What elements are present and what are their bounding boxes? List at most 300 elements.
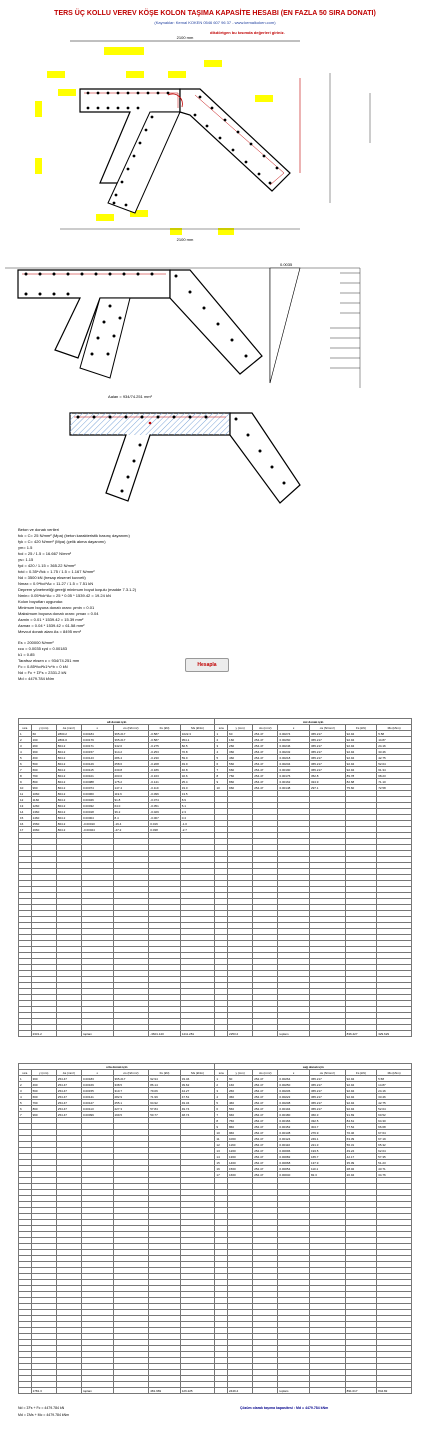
table-cell[interactable]: -0.096 (149, 791, 181, 797)
table-cell[interactable]: -0.208 (149, 761, 181, 767)
table-cell[interactable]: 6 (19, 1106, 32, 1112)
table-cell[interactable]: 254.47 (253, 1136, 278, 1142)
table-cell[interactable]: 92.94 (345, 767, 377, 773)
table-cell[interactable]: 860 (31, 779, 56, 785)
table-cell[interactable]: 64.30 (377, 1118, 412, 1124)
table-cell[interactable]: 660 (31, 767, 56, 773)
table-cell[interactable]: 35.09 (345, 1160, 377, 1166)
table-cell[interactable]: 360.3 (309, 1112, 345, 1118)
table-cell[interactable]: 1160 (31, 797, 56, 803)
table-cell[interactable]: 60 (228, 731, 253, 737)
table-cell[interactable]: 254.47 (253, 749, 278, 755)
table-cell[interactable]: 960 (228, 1130, 253, 1136)
table-cell[interactable]: -0.587 (149, 731, 181, 737)
table-cell[interactable]: 8 (19, 773, 32, 779)
table-cell[interactable]: 17 (215, 1172, 228, 1178)
table-cell[interactable]: 165.7 (309, 1154, 345, 1160)
table-cell[interactable]: 92.94 (345, 1082, 377, 1088)
table-cell[interactable]: 0.00264 (278, 1076, 310, 1082)
table-cell[interactable]: 75.60 (345, 785, 377, 791)
table-cell[interactable]: 1160 (228, 1142, 253, 1148)
table-cell[interactable]: 5 (19, 1100, 32, 1106)
table-cell[interactable]: 804.2 (56, 803, 81, 809)
table-cell[interactable]: 10 (215, 785, 228, 791)
table-cell[interactable]: 0.00274 (278, 731, 310, 737)
table-cell[interactable]: 47.51 (180, 1094, 215, 1100)
table-cell[interactable]: 5 (215, 755, 228, 761)
table-cell[interactable]: 82.5 (180, 743, 215, 749)
table-cell[interactable]: 254.47 (253, 743, 278, 749)
table-cell[interactable]: 8.9 (180, 797, 215, 803)
table-cell[interactable]: 33.46 (377, 1094, 412, 1100)
table-cell[interactable]: 49.74 (180, 1106, 215, 1112)
table-cell[interactable]: 3 (19, 1088, 32, 1094)
table-cell[interactable]: 254.47 (253, 1082, 278, 1088)
table-cell[interactable]: 254.47 (253, 1088, 278, 1094)
table-cell[interactable]: 137.9 (309, 1160, 345, 1166)
table-cell[interactable]: 0.00176 (278, 773, 310, 779)
table-cell[interactable]: 804.2 (56, 755, 81, 761)
table-cell[interactable]: 1060 (31, 791, 56, 797)
table-cell[interactable]: 91.8 (113, 797, 149, 803)
table-cell[interactable]: 304.7 (309, 1124, 345, 1130)
table-cell[interactable]: 4 (215, 1094, 228, 1100)
table-cell[interactable]: 2 (19, 1082, 32, 1088)
table-cell[interactable]: 57.84 (149, 1106, 181, 1112)
table-cell[interactable]: 16 (19, 821, 32, 827)
table-cell[interactable]: 49.9 (180, 761, 215, 767)
table-cell[interactable]: 460 (228, 755, 253, 761)
table-cell[interactable]: 9 (215, 779, 228, 785)
table-cell[interactable]: 160 (31, 737, 56, 743)
table-cell[interactable]: 365.217 (113, 737, 149, 743)
table-cell[interactable]: 254.47 (253, 755, 278, 761)
table-cell[interactable]: 254.47 (56, 1100, 81, 1106)
table-cell[interactable]: -0.007 (149, 815, 181, 821)
table-cell[interactable]: 6 (19, 761, 32, 767)
table-cell[interactable]: 254.47 (253, 1124, 278, 1130)
table-cell[interactable]: 0.00018 (82, 809, 114, 815)
table-cell[interactable]: 4 (19, 1094, 32, 1100)
table-cell[interactable]: 43.71 (377, 1166, 412, 1172)
table-cell[interactable]: 7 (215, 1112, 228, 1118)
table-cell[interactable]: 0.00004 (82, 815, 114, 821)
table-cell[interactable]: 25.4 (180, 779, 215, 785)
table-cell[interactable]: 92.94 (345, 737, 377, 743)
table-cell[interactable]: 365.217 (309, 755, 345, 761)
table-cell[interactable]: 365.217 (309, 767, 345, 773)
table-cell[interactable]: 342.0 (113, 743, 149, 749)
table-cell[interactable]: 52.04 (377, 1106, 412, 1112)
table-cell[interactable]: 89.78 (345, 773, 377, 779)
table-cell[interactable]: -2.7 (180, 827, 215, 833)
table-cell[interactable]: 804.2 (56, 815, 81, 821)
table-cell[interactable]: 68.23 (377, 773, 412, 779)
table-cell[interactable]: 33.46 (377, 749, 412, 755)
table-cell[interactable]: 1 (215, 1076, 228, 1082)
table-cell[interactable]: 0.00148 (278, 785, 310, 791)
table-cell[interactable]: 2 (19, 737, 32, 743)
table-cell[interactable]: 12 (215, 1142, 228, 1148)
table-cell[interactable]: 0.00184 (82, 731, 114, 737)
table-cell[interactable]: 1 (215, 731, 228, 737)
table-cell[interactable]: 254.47 (56, 1082, 81, 1088)
table-cell[interactable]: 44.27 (180, 1088, 215, 1094)
table-cell[interactable]: 0.00127 (82, 1100, 114, 1106)
table-cell[interactable]: 13 (215, 1148, 228, 1154)
table-cell[interactable]: 0.00169 (82, 1082, 114, 1088)
table-cell[interactable]: 2804.0 (56, 737, 81, 743)
table-cell[interactable]: 1560 (31, 821, 56, 827)
table-cell[interactable]: 1022.3 (180, 731, 215, 737)
table-cell[interactable]: 92.94 (345, 755, 377, 761)
table-cell[interactable]: 11 (215, 1136, 228, 1142)
table-cell[interactable]: 82.3 (309, 1172, 345, 1178)
table-cell[interactable]: 92.94 (345, 1100, 377, 1106)
table-cell[interactable]: 1260 (31, 803, 56, 809)
table-cell[interactable]: 254.47 (253, 1142, 278, 1148)
table-cell[interactable]: 42.75 (377, 1100, 412, 1106)
table-cell[interactable]: 460 (228, 1100, 253, 1106)
table-cell[interactable]: 960 (228, 785, 253, 791)
table-cell[interactable]: 560 (31, 1088, 56, 1094)
table-cell[interactable]: 258.6 (113, 761, 149, 767)
calculate-button[interactable]: Hesapla (185, 658, 229, 672)
table-cell[interactable]: 254.47 (253, 1100, 278, 1106)
table-cell[interactable]: 82.68 (345, 779, 377, 785)
table-cell[interactable]: 119.6 (113, 791, 149, 797)
table-cell[interactable]: 365.217 (309, 1094, 345, 1100)
table-cell[interactable]: 254.47 (253, 1076, 278, 1082)
table-cell[interactable]: 24.16 (377, 1088, 412, 1094)
table-cell[interactable]: -1.0 (180, 821, 215, 827)
table-cell[interactable]: 56.31 (345, 1142, 377, 1148)
table-cell[interactable]: 61.34 (377, 767, 412, 773)
table-cell[interactable]: 0.00162 (278, 779, 310, 785)
table-cell[interactable]: 560 (31, 761, 56, 767)
table-cell[interactable]: 0.00115 (82, 767, 114, 773)
table-cell[interactable]: 51.23 (377, 1160, 412, 1166)
table-cell[interactable]: 1260 (228, 1148, 253, 1154)
table-cell[interactable]: 0.00046 (82, 797, 114, 803)
table-cell[interactable]: 60.52 (377, 1112, 412, 1118)
table-cell[interactable]: 14 (19, 809, 32, 815)
table-cell[interactable]: 0.00236 (278, 1088, 310, 1094)
table-cell[interactable]: 282.9 (113, 1094, 149, 1100)
table-cell[interactable]: 49.34 (180, 1100, 215, 1106)
table-cell[interactable]: 0.00138 (278, 1130, 310, 1136)
table-cell[interactable]: 660 (228, 1112, 253, 1118)
table-cell[interactable]: 804.2 (56, 767, 81, 773)
table-cell[interactable]: 14 (215, 1154, 228, 1160)
table-cell[interactable]: 32.6 (180, 773, 215, 779)
table-cell[interactable]: 276.9 (309, 1130, 345, 1136)
table-cell[interactable]: 15 (215, 1160, 228, 1166)
table-cell[interactable]: 804.2 (56, 773, 81, 779)
table-cell[interactable]: 254.47 (253, 1112, 278, 1118)
table-cell[interactable]: 20.94 (345, 1172, 377, 1178)
table-cell[interactable]: 254.47 (253, 1094, 278, 1100)
table-cell[interactable]: 0.00129 (82, 761, 114, 767)
table-cell[interactable]: 63.39 (345, 1136, 377, 1142)
table-cell[interactable]: 70.46 (345, 1130, 377, 1136)
table-cell[interactable]: 1460 (228, 1160, 253, 1166)
table-cell[interactable]: 60 (31, 731, 56, 737)
table-cell[interactable]: 5 (215, 1100, 228, 1106)
table-cell[interactable]: 254.47 (253, 773, 278, 779)
table-cell[interactable]: 92.94 (345, 731, 377, 737)
table-cell[interactable]: 24.16 (377, 743, 412, 749)
table-cell[interactable]: 254.47 (56, 1112, 81, 1118)
table-cell[interactable]: 0.00110 (278, 1142, 310, 1148)
table-cell[interactable]: 297.1 (309, 785, 345, 791)
table-cell[interactable]: 254.47 (56, 1094, 81, 1100)
table-cell[interactable]: 70.8 (180, 749, 215, 755)
table-cell[interactable]: 17 (19, 827, 32, 833)
table-cell[interactable]: 0.00171 (82, 743, 114, 749)
table-cell[interactable]: -0.275 (149, 743, 181, 749)
table-cell[interactable]: 365.217 (309, 1082, 345, 1088)
table-cell[interactable]: 16 (215, 1166, 228, 1172)
table-cell[interactable]: 324.9 (309, 779, 345, 785)
table-cell[interactable]: 36.2 (113, 809, 149, 815)
table-cell[interactable]: 0.00194 (278, 1106, 310, 1112)
table-cell[interactable]: 0.00088 (82, 779, 114, 785)
table-cell[interactable]: 365.217 (309, 1100, 345, 1106)
table-cell[interactable]: 67.19 (377, 1136, 412, 1142)
table-cell[interactable]: -0.074 (149, 797, 181, 803)
table-cell[interactable]: 0.4 (180, 815, 215, 821)
table-cell[interactable]: 249.1 (309, 1136, 345, 1142)
table-cell[interactable]: 84.61 (345, 1118, 377, 1124)
table-cell[interactable]: 254.47 (253, 1106, 278, 1112)
table-cell[interactable]: 71.99 (149, 1094, 181, 1100)
table-cell[interactable]: 1460 (31, 815, 56, 821)
table-cell[interactable]: 804.2 (56, 791, 81, 797)
table-cell[interactable]: 3 (215, 1088, 228, 1094)
table-cell[interactable]: -0.119 (149, 785, 181, 791)
table-cell[interactable]: 254.47 (253, 1118, 278, 1124)
table-cell[interactable]: 0.00113 (82, 1106, 114, 1112)
table-cell[interactable]: 2 (215, 1082, 228, 1088)
table-cell[interactable]: 0.00232 (278, 749, 310, 755)
table-cell[interactable]: -0.163 (149, 773, 181, 779)
table-cell[interactable]: 360 (228, 1094, 253, 1100)
table-cell[interactable]: 221.3 (309, 1142, 345, 1148)
table-cell[interactable]: 91.69 (345, 1112, 377, 1118)
table-cell[interactable]: 0.00068 (278, 1160, 310, 1166)
table-cell[interactable]: 2.3 (180, 809, 215, 815)
table-cell[interactable]: 1360 (228, 1154, 253, 1160)
table-cell[interactable]: 147.4 (113, 785, 149, 791)
table-cell[interactable]: 34.76 (377, 1172, 412, 1178)
table-cell[interactable]: -0.00024 (82, 827, 114, 833)
table-cell[interactable]: 760 (31, 1100, 56, 1106)
table-cell[interactable]: 0.00096 (278, 1148, 310, 1154)
table-cell[interactable]: 92.94 (345, 1076, 377, 1082)
table-cell[interactable]: 40.8 (180, 767, 215, 773)
table-cell[interactable]: 804.2 (56, 749, 81, 755)
table-cell[interactable]: 0.00101 (82, 773, 114, 779)
table-cell[interactable]: 804.2 (56, 761, 81, 767)
table-cell[interactable]: 60 (228, 1076, 253, 1082)
table-cell[interactable]: 7 (19, 767, 32, 773)
table-cell[interactable]: 199.5 (113, 1112, 149, 1118)
table-cell[interactable]: -0.051 (149, 803, 181, 809)
table-cell[interactable]: -0.141 (149, 779, 181, 785)
table-cell[interactable]: 92.94 (149, 1076, 181, 1082)
table-cell[interactable]: 0.00166 (278, 1118, 310, 1124)
table-cell[interactable]: 1060 (228, 1136, 253, 1142)
table-cell[interactable]: 804.2 (56, 785, 81, 791)
table-cell[interactable]: 0.00250 (278, 1082, 310, 1088)
table-cell[interactable]: 5 (19, 755, 32, 761)
table-cell[interactable]: 79.06 (149, 1088, 181, 1094)
table-cell[interactable]: 160 (228, 1082, 253, 1088)
table-cell[interactable]: 160 (228, 737, 253, 743)
table-cell[interactable]: 42.17 (345, 1154, 377, 1160)
table-cell[interactable]: 66.68 (377, 1124, 412, 1130)
table-cell[interactable]: 804.2 (56, 827, 81, 833)
table-cell[interactable]: 338.5 (113, 1082, 149, 1088)
table-cell[interactable]: 760 (228, 1118, 253, 1124)
table-cell[interactable]: 0.00246 (278, 743, 310, 749)
table-cell[interactable]: 254.47 (56, 1076, 81, 1082)
table-cell[interactable]: 14.87 (377, 1082, 412, 1088)
table-cell[interactable]: 0.00124 (278, 1136, 310, 1142)
table-cell[interactable]: 1 (19, 731, 32, 737)
table-cell[interactable]: 8.4 (113, 815, 149, 821)
table-cell[interactable]: 4 (19, 749, 32, 755)
table-cell[interactable]: 360 (31, 1076, 56, 1082)
table-cell[interactable]: 1660 (228, 1172, 253, 1178)
table-cell[interactable]: 0.00190 (278, 767, 310, 773)
table-cell[interactable]: -0.029 (149, 809, 181, 815)
table-cell[interactable]: 0.00222 (278, 1094, 310, 1100)
table-cell[interactable]: 7 (19, 1112, 32, 1118)
table-cell[interactable]: 365.217 (309, 749, 345, 755)
table-cell[interactable]: 71.10 (377, 779, 412, 785)
table-cell[interactable]: 77.54 (345, 1124, 377, 1130)
table-cell[interactable]: 48.74 (180, 1112, 215, 1118)
table-cell[interactable]: 0.016 (149, 821, 181, 827)
table-cell[interactable]: 254.47 (253, 731, 278, 737)
table-cell[interactable]: 365.217 (309, 743, 345, 749)
table-cell[interactable]: 1560 (228, 1166, 253, 1172)
table-cell[interactable]: 39.62 (180, 1082, 215, 1088)
table-cell[interactable]: 860 (228, 779, 253, 785)
table-cell[interactable]: 0.00208 (278, 1100, 310, 1106)
table-cell[interactable]: 0.00060 (82, 791, 114, 797)
table-cell[interactable]: 260 (228, 743, 253, 749)
table-cell[interactable]: 460 (31, 755, 56, 761)
table-cell[interactable]: 254.47 (253, 761, 278, 767)
table-cell[interactable]: 42.75 (377, 755, 412, 761)
table-cell[interactable]: 3 (19, 743, 32, 749)
table-cell[interactable]: 860 (228, 1124, 253, 1130)
table-cell[interactable]: 0.00157 (82, 749, 114, 755)
table-cell[interactable]: 227.3 (113, 1106, 149, 1112)
table-cell[interactable]: 0.00183 (82, 1076, 114, 1082)
table-cell[interactable]: 175.2 (113, 779, 149, 785)
table-cell[interactable]: 804.2 (56, 779, 81, 785)
table-cell[interactable]: 1 (19, 1076, 32, 1082)
table-cell[interactable]: 9 (215, 1124, 228, 1130)
table-cell[interactable]: 0.00152 (278, 1124, 310, 1130)
table-cell[interactable]: 11 (19, 791, 32, 797)
table-cell[interactable]: 804.2 (56, 797, 81, 803)
table-cell[interactable]: 0.00260 (278, 737, 310, 743)
table-cell[interactable]: 365.217 (113, 731, 149, 737)
table-cell[interactable]: 6 (215, 761, 228, 767)
table-cell[interactable]: -0.186 (149, 767, 181, 773)
table-cell[interactable]: 57.35 (377, 1154, 412, 1160)
table-cell[interactable]: 360 (228, 749, 253, 755)
table-cell[interactable]: 10 (19, 785, 32, 791)
table-cell[interactable]: 1360 (31, 809, 56, 815)
table-cell[interactable]: 804.2 (56, 821, 81, 827)
table-cell[interactable]: 0.00218 (278, 755, 310, 761)
table-cell[interactable]: 254.47 (253, 737, 278, 743)
table-cell[interactable]: 33.46 (180, 1076, 215, 1082)
table-cell[interactable]: -47.2 (113, 827, 149, 833)
table-cell[interactable]: 0.038 (149, 827, 181, 833)
table-cell[interactable]: 86.14 (149, 1082, 181, 1088)
table-cell[interactable]: 0.00054 (278, 1166, 310, 1172)
table-cell[interactable]: 254.47 (253, 785, 278, 791)
table-cell[interactable]: 3 (215, 743, 228, 749)
table-cell[interactable]: 365.217 (309, 1106, 345, 1112)
table-cell[interactable]: 62.04 (377, 1148, 412, 1154)
table-cell[interactable]: 254.47 (253, 779, 278, 785)
table-cell[interactable]: 310.7 (113, 1088, 149, 1094)
table-cell[interactable]: 960 (31, 785, 56, 791)
table-cell[interactable]: -19.4 (113, 821, 149, 827)
table-cell[interactable]: 2800.2 (56, 731, 81, 737)
table-cell[interactable]: 0.00180 (278, 1112, 310, 1118)
table-cell[interactable]: 0.00040 (278, 1172, 310, 1178)
table-cell[interactable]: 254.47 (253, 1154, 278, 1160)
table-cell[interactable]: 13 (19, 803, 32, 809)
table-cell[interactable]: 560 (228, 761, 253, 767)
table-cell[interactable]: 660 (228, 767, 253, 773)
table-cell[interactable]: 4 (215, 749, 228, 755)
table-cell[interactable]: -0.587 (149, 737, 181, 743)
table-cell[interactable]: 0.00141 (82, 1094, 114, 1100)
table-cell[interactable]: 52.04 (377, 761, 412, 767)
table-cell[interactable]: 5.58 (377, 1076, 412, 1082)
table-cell[interactable]: 560 (228, 1106, 253, 1112)
table-cell[interactable]: 365.217 (309, 1088, 345, 1094)
table-cell[interactable]: 0.00099 (82, 1112, 114, 1118)
table-cell[interactable]: 9 (19, 779, 32, 785)
table-cell[interactable]: 92.94 (345, 743, 377, 749)
table-cell[interactable]: 5.1 (180, 803, 215, 809)
table-cell[interactable]: 6 (215, 1106, 228, 1112)
table-cell[interactable]: 92.94 (345, 749, 377, 755)
table-cell[interactable]: 314.2 (113, 749, 149, 755)
table-cell[interactable]: 49.24 (345, 1148, 377, 1154)
table-cell[interactable]: 254.47 (253, 1166, 278, 1172)
table-cell[interactable]: 460 (31, 1082, 56, 1088)
table-cell[interactable]: 92.94 (345, 761, 377, 767)
table-cell[interactable]: 954.1 (180, 737, 215, 743)
table-cell[interactable]: 2 (215, 737, 228, 743)
table-cell[interactable]: 286.4 (113, 755, 149, 761)
table-cell[interactable]: 5.58 (377, 731, 412, 737)
table-cell[interactable]: 13.5 (180, 791, 215, 797)
table-cell[interactable]: 8 (215, 1118, 228, 1124)
